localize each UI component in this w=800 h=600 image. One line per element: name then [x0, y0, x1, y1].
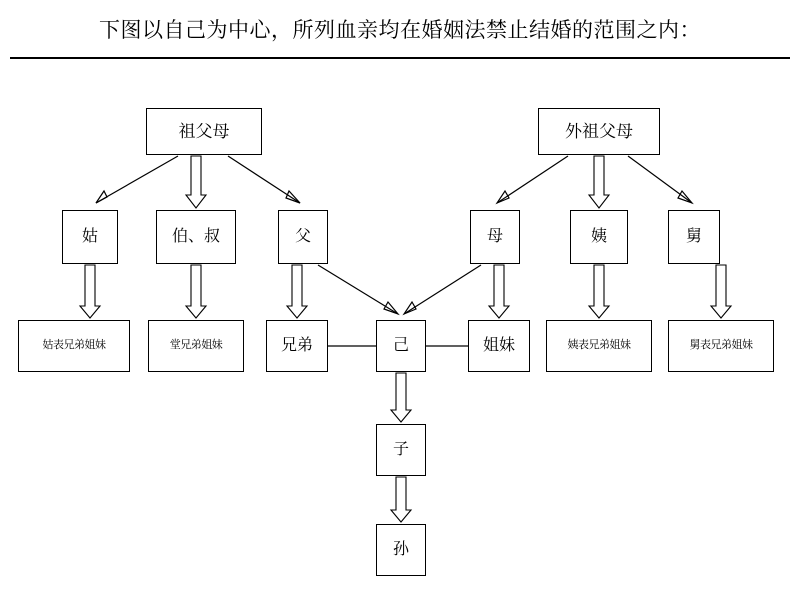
edge-zufumu-fu	[228, 156, 300, 203]
node-fu[interactable]	[278, 210, 328, 264]
node-gubiao-xiongdijiemei[interactable]	[18, 320, 130, 372]
node-zufumu[interactable]	[146, 108, 262, 155]
node-zi[interactable]	[376, 424, 426, 476]
node-label: 堂兄弟姐妹	[169, 339, 223, 352]
edge-zufumu-gu	[96, 156, 178, 203]
edge-fu-ji	[318, 265, 398, 314]
node-jiemei[interactable]	[468, 320, 530, 372]
edge-boshu-tang	[186, 265, 206, 318]
node-label: 外祖父母	[565, 121, 633, 141]
node-label: 姐妹	[482, 336, 515, 354]
node-label: 舅	[685, 227, 702, 245]
node-sun[interactable]	[376, 524, 426, 576]
node-label: 舅表兄弟姐妹	[689, 339, 753, 352]
node-ji[interactable]	[376, 320, 426, 372]
edge-gu-gubiao	[80, 265, 100, 318]
edge-ji-zi	[391, 373, 411, 422]
node-tang-xiongdijiemei[interactable]	[148, 320, 244, 372]
edge-fu-xiongdi	[287, 265, 307, 318]
page-title: 下图以自己为中心，所列血亲均在婚姻法禁止结婚的范围之内：	[99, 18, 701, 42]
edge-zi-sun	[391, 477, 411, 522]
node-label: 兄弟	[280, 336, 313, 354]
node-label: 母	[486, 227, 503, 245]
node-mu[interactable]	[470, 210, 520, 264]
node-xiongdi[interactable]	[266, 320, 328, 372]
node-label: 孙	[392, 540, 409, 558]
node-label: 姑	[81, 227, 98, 245]
node-waizufumu[interactable]	[538, 108, 660, 155]
edge-mu-jiemei	[489, 265, 509, 318]
node-yibiao-xiongdijiemei[interactable]	[546, 320, 652, 372]
node-label: 父	[294, 227, 311, 245]
node-label: 己	[392, 336, 409, 354]
node-label: 子	[392, 440, 409, 458]
node-jiu[interactable]	[668, 210, 720, 264]
node-boshu[interactable]	[156, 210, 236, 264]
node-gu[interactable]	[62, 210, 118, 264]
edge-jiu-jiubiao	[711, 265, 731, 318]
node-label: 姨表兄弟姐妹	[567, 339, 631, 352]
node-jiubiao-xiongdijiemei[interactable]	[668, 320, 774, 372]
edge-mu-ji	[404, 265, 481, 314]
edge-waizufumu-yi	[589, 156, 609, 208]
node-label: 姨	[590, 227, 607, 245]
edge-waizufumu-jiu	[628, 156, 692, 203]
edge-zufumu-boshu	[186, 156, 206, 208]
node-label: 祖父母	[178, 121, 230, 141]
edge-waizufumu-mu	[497, 156, 568, 203]
node-yi[interactable]	[570, 210, 628, 264]
node-label: 姑表兄弟姐妹	[42, 339, 106, 352]
node-label: 伯、叔	[171, 227, 220, 245]
edge-yi-yibiao	[589, 265, 609, 318]
